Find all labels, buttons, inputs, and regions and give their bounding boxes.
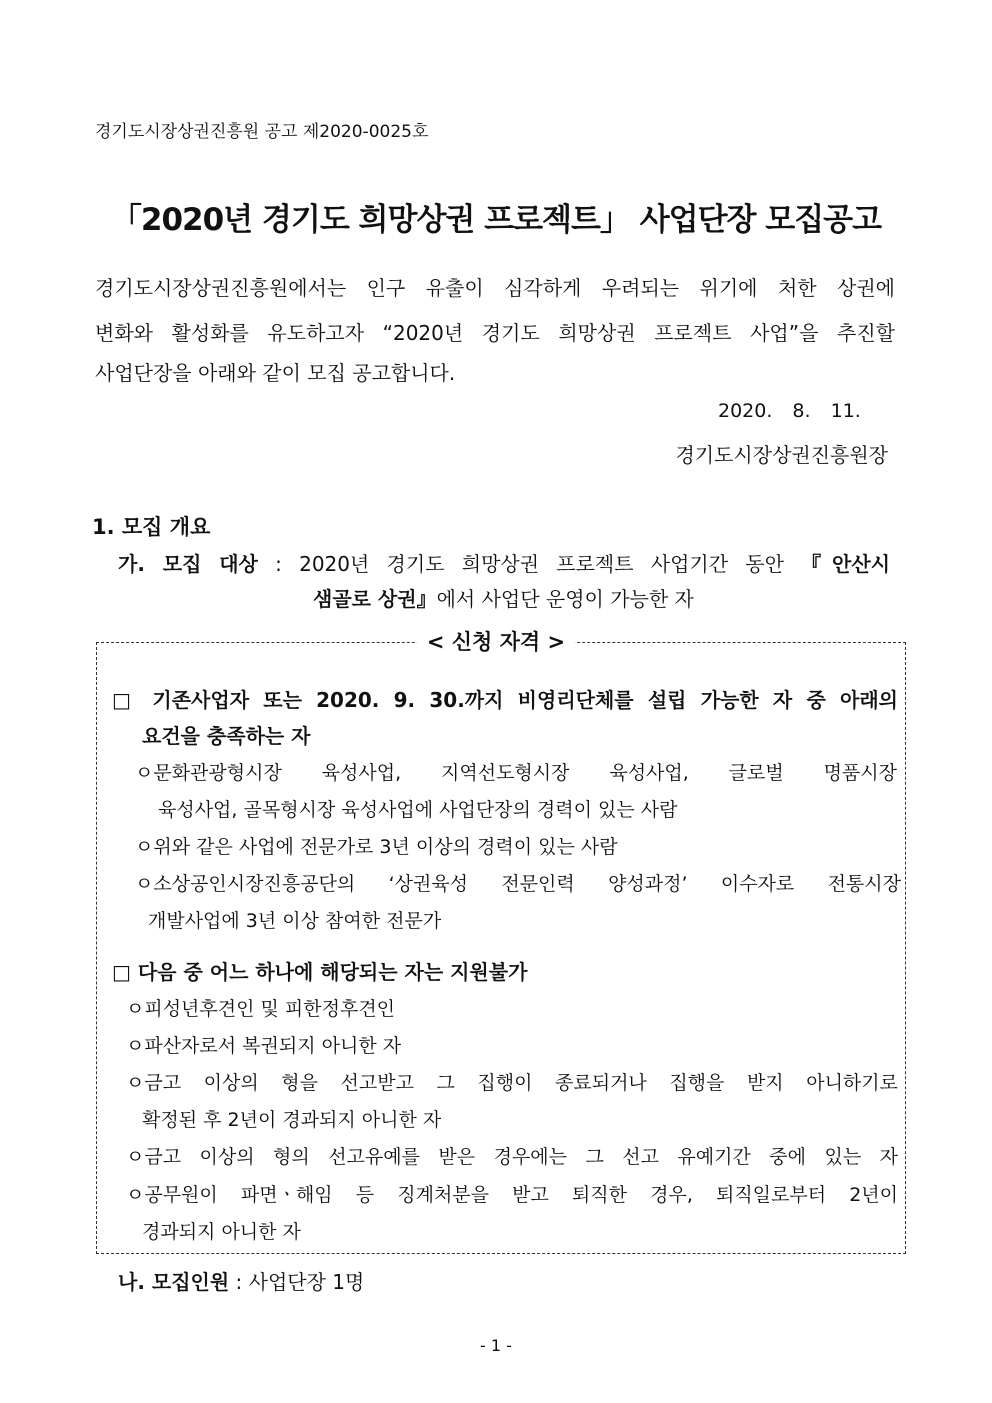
section-1-heading: 1. 모집 개요	[92, 515, 211, 539]
notice-number: 경기도시장상권진흥원 공고 제2020-0025호	[95, 122, 429, 142]
eligibility-box-title	[0, 626, 992, 656]
eligibility-requirement-heading-cont: 요건을 충족하는 자	[142, 724, 311, 748]
requirement-item-3-cont: 개발사업에 3년 이상 참여한 전문가	[148, 910, 442, 932]
recruit-count	[118, 1266, 364, 1295]
disqualification-item-1: ㅇ피성년후견인 및 피한정후견인	[126, 998, 396, 1020]
notice-date: 2020. 8. 11.	[718, 400, 861, 422]
recruit-count-label: 나. 모집인원	[118, 1270, 230, 1294]
requirement-item-3: ㅇ소상공인시장진흥공단의 ‘상권육성 전문인력 양성과정’ 이수자로 전통시장	[135, 873, 901, 895]
disqualification-item-3: ㅇ금고 이상의 형을 선고받고 그 집행이 종료되거나 집행을 받지 아니하기로	[126, 1072, 898, 1094]
intro-line-1: 경기도시장상권진흥원에서는 인구 유출이 심각하게 우려되는 위기에 처한 상권에	[95, 276, 895, 300]
disqualification-item-5-cont: 경과되지 아니한 자	[142, 1221, 301, 1243]
recruit-count-text: 사업단장 1명	[248, 1270, 365, 1294]
requirement-item-1: ㅇ문화관광형시장 육성사업, 지역선도형시장 육성사업, 글로벌 명품시장	[135, 762, 897, 784]
disqualification-item-4: ㅇ금고 이상의 형의 선고유예를 받은 경우에는 그 선고 유예기간 중에 있는 자	[126, 1146, 898, 1168]
recruit-target-cont	[313, 583, 694, 612]
recruit-target-separator: :	[257, 552, 300, 576]
document-title: 「2020년 경기도 희망상권 프로젝트」 사업단장 모집공고	[110, 202, 882, 238]
disqualification-item-3-cont: 확정된 후 2년이 경과되지 아니한 자	[142, 1109, 442, 1131]
recruit-target-region-cont: 샘골로 상권』	[313, 587, 437, 611]
recruit-target-label: 가. 모집 대상	[118, 552, 258, 576]
recruit-target-region: 『안산시	[801, 552, 891, 576]
recruit-target-text-cont: 에서 사업단 운영이 가능한 자	[436, 587, 694, 611]
recruit-target	[118, 548, 890, 577]
disqualification-item-2: ㅇ파산자로서 복권되지 아니한 자	[126, 1035, 402, 1057]
recruit-count-separator: :	[229, 1270, 249, 1294]
disqualification-item-5: ㅇ공무원이 파면ㆍ해임 등 징계처분을 받고 퇴직한 경우, 퇴직일로부터 2년이	[126, 1184, 898, 1206]
disqualification-heading: □ 다음 중 어느 하나에 해당되는 자는 지원불가	[112, 960, 528, 984]
page-number: - 1 -	[480, 1336, 512, 1355]
requirement-item-2: ㅇ위와 같은 사업에 전문가로 3년 이상의 경력이 있는 사람	[135, 836, 618, 858]
eligibility-requirement-heading: □ 기존사업자 또는 2020. 9. 30.까지 비영리단체를 설립 가능한 자 중 아래의	[112, 688, 898, 712]
intro-line-2: 변화와 활성화를 유도하고자 “2020년 경기도 희망상권 프로젝트 사업”을 추진할	[95, 321, 895, 345]
intro-line-3: 사업단장을 아래와 같이 모집 공고합니다.	[95, 361, 456, 385]
eligibility-title-text: < 신청 자격 >	[417, 630, 575, 654]
requirement-item-1-cont: 육성사업, 골목형시장 육성사업에 사업단장의 경력이 있는 사람	[158, 799, 678, 821]
issuing-organization: 경기도시장상권진흥원장	[675, 443, 888, 467]
recruit-target-text: 2020년 경기도 희망상권 프로젝트 사업기간 동안	[299, 552, 802, 576]
